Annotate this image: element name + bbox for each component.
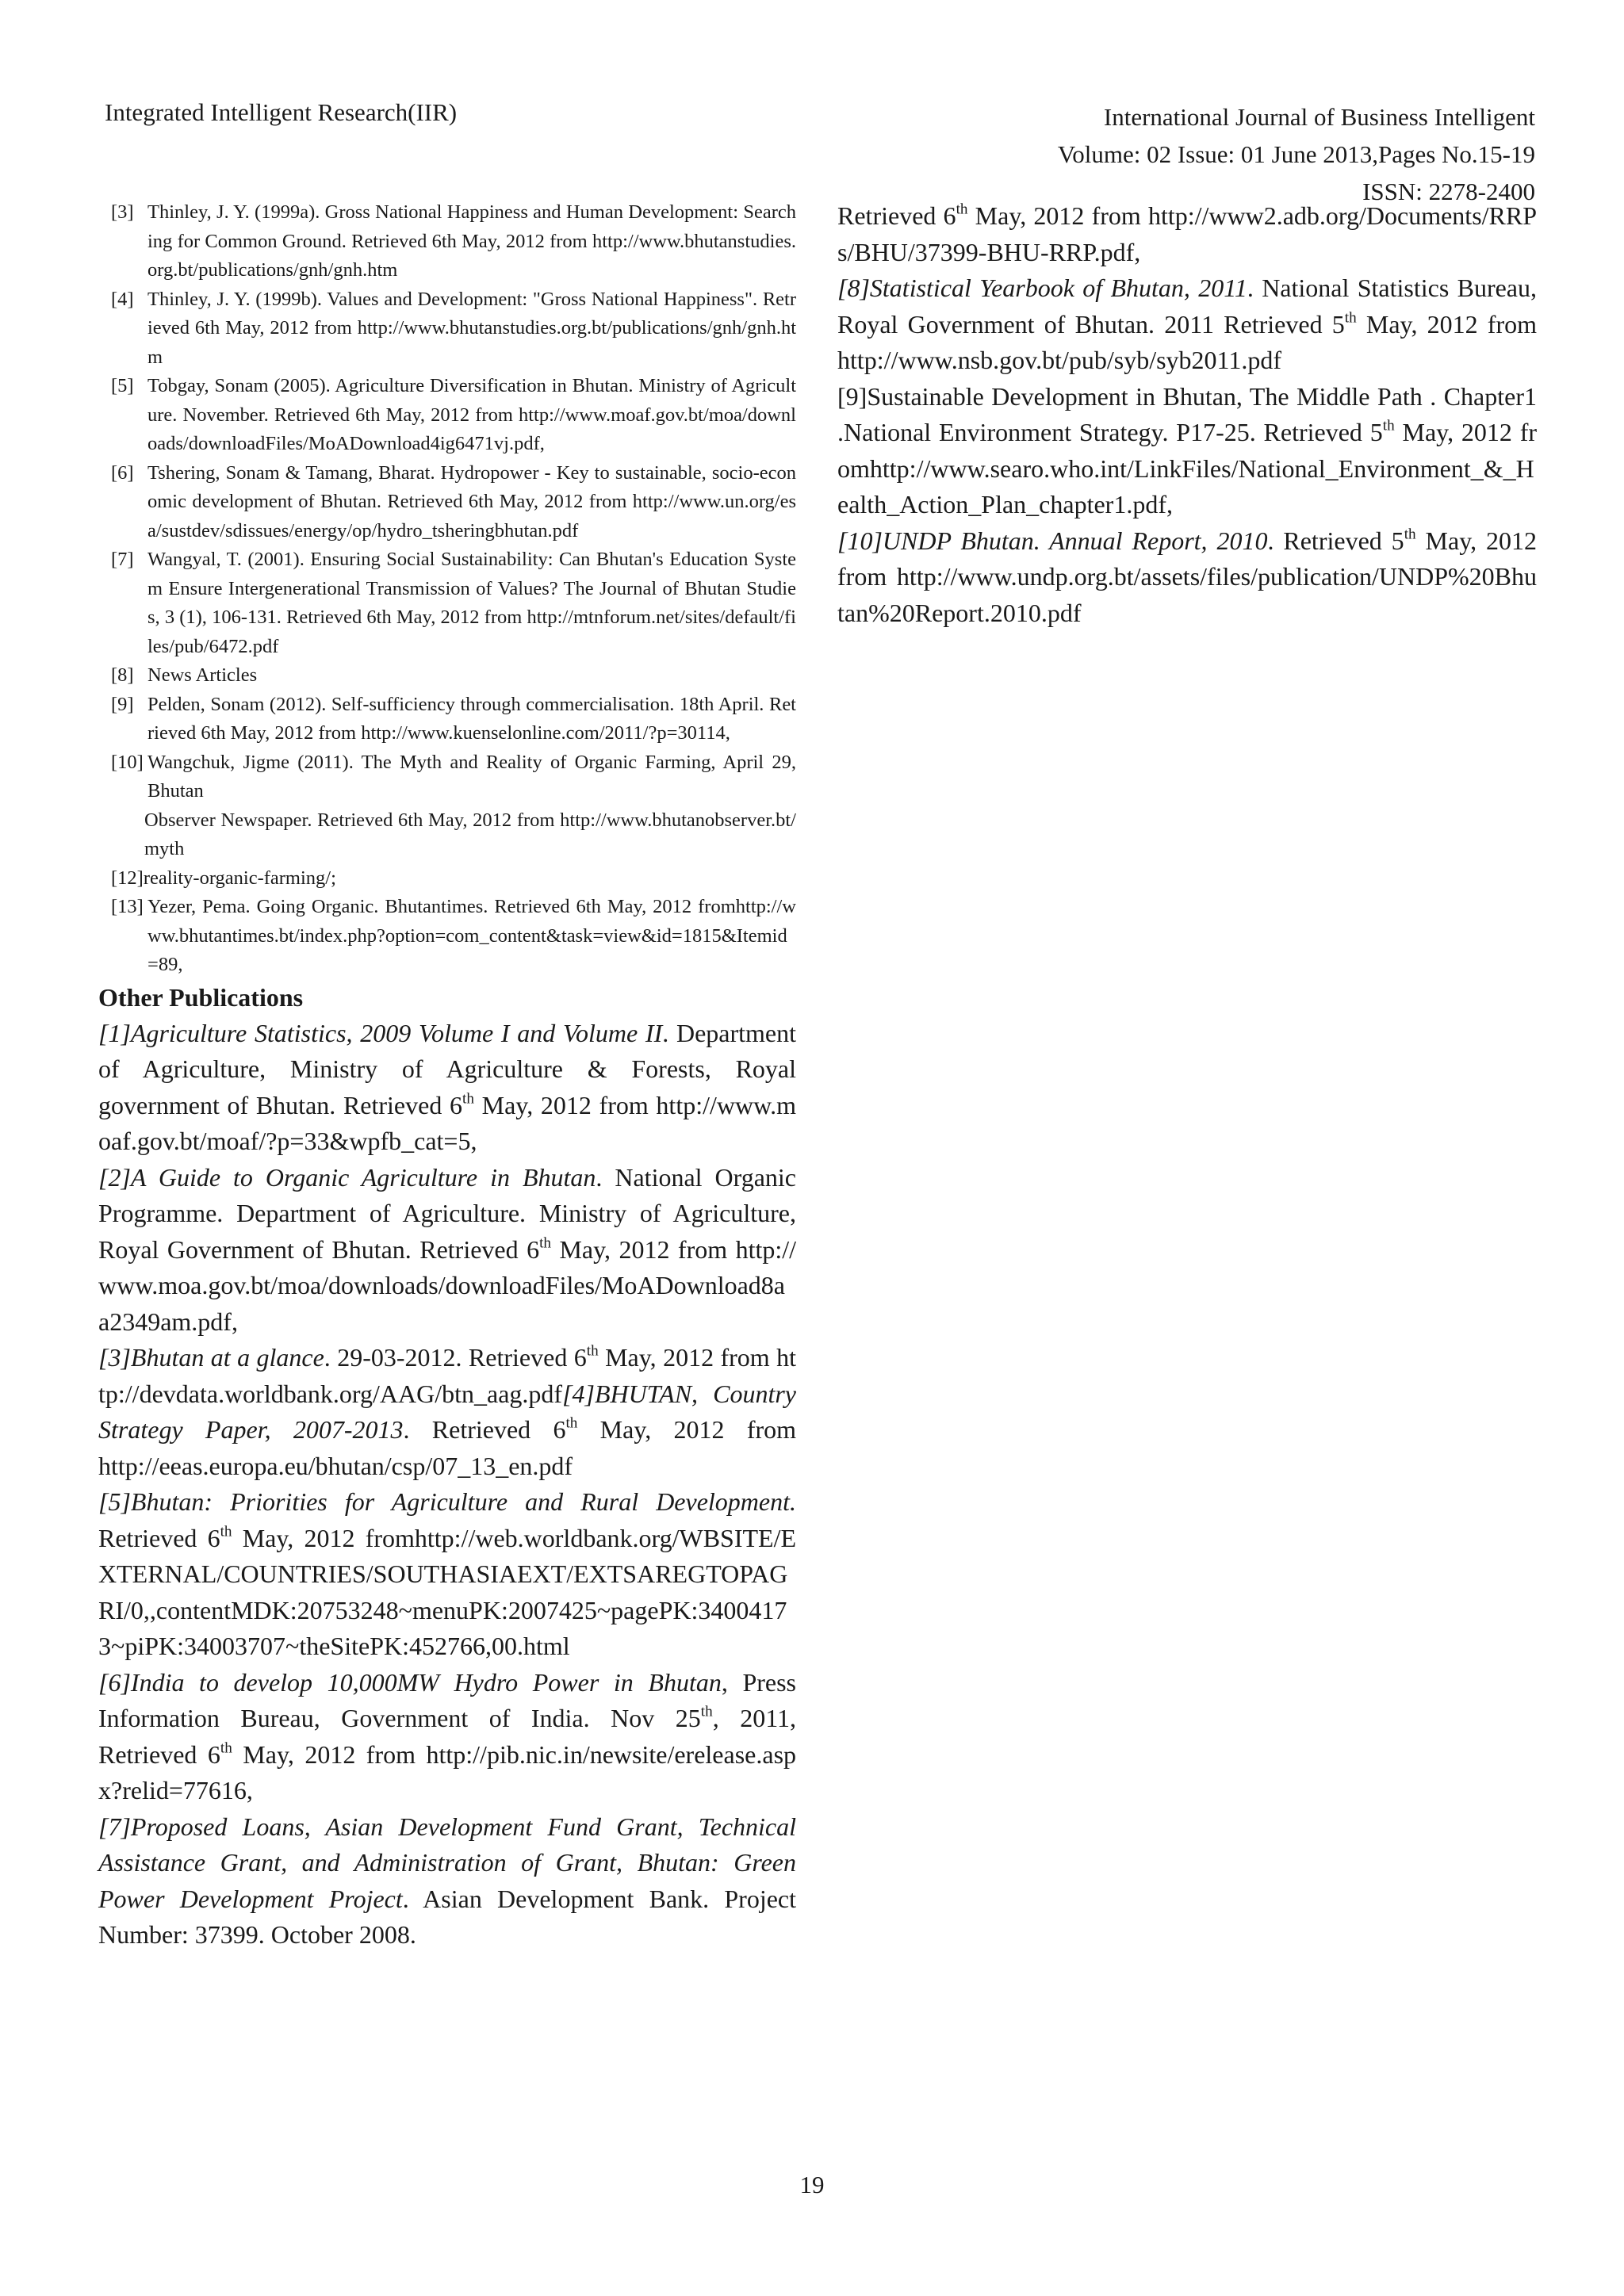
publication-item: [2]A Guide to Organic Agriculture in Bhutan. National Organic Programme. Department of Agriculture. Ministry of Agriculture, Royal Government of Bhutan. Retrieved 6th May, 2012 from http://www.moa.gov.bt/moa/downloads/downloadFiles/MoADownload8aa2349am.pdf, <box>98 1162 797 1336</box>
journal-title: International Journal of Business Intelligent <box>1103 103 1535 131</box>
publication-item: [5]Bhutan: Priorities for Agriculture and Rural Development. Retrieved 6th May, 2012 fromhttp://web.worldbank.org/WBSITE/EXTERNAL/COUNTRIES/SOUTHASIAEXT/EXTSAREGTOPAGRI/0,,contentMDK:20753248~menuPK:2007425~pagePK:34004173~piPK:34003707~theSitePK:452766,00.html <box>98 1487 797 1660</box>
page-number: 19 <box>799 2171 825 2198</box>
publication-item: [6]India to develop 10,000MW Hydro Power in Bhutan, Press Information Bureau, Government of India. Nov 25th, 2011, Retrieved 6th May, 2012 from http://pib.nic.in/newsite/erelease.aspx?relid=77616, <box>98 1667 797 1804</box>
reference-item: [8] News Articles <box>111 664 258 686</box>
publication-item: [7]Proposed Loans, Asian Development Fund Grant, Technical Assistance Grant, and Administration of Grant, Bhutan: Green Power Development Project. Asian Development Bank. Project Number: 37399. October 2008. <box>98 1812 796 1949</box>
reference-list <box>98 198 796 980</box>
reference-item: [6] Tshering, Sonam & Tamang, Bharat. Hydropower - Key to sustainable, socio-economic development of Bhutan. Retrieved 6th May, 2012 from http://www.un.org/esa/sustdev/sdissues/energy/op/hydro_tsheringbhutan.pdf <box>111 461 796 541</box>
section-heading: Other Publications <box>98 982 304 1012</box>
left-column <box>98 198 796 1954</box>
reference-item: [7] Wangyal, T. (2001). Ensuring Social Sustainability: Can Bhutan's Education System Ensure Intergenerational Transmission of Values? The Journal of Bhutan Studies, 3 (1), 106-131. Retrieved 6th May, 2012 from http://mtnforum.net/sites/default/files/pub/6472.pdf <box>111 549 796 657</box>
publication-item-continued: Retrieved 6th May, 2012 from http://www2.adb.org/Documents/RRPs/BHU/37399-BHU-RRP.pdf, <box>837 201 1538 266</box>
reference-item: [5] Tobgay, Sonam (2005). Agriculture Diversification in Bhutan. Ministry of Agriculture. November. Retrieved 6th May, 2012 from http://www.moaf.gov.bt/moa/downloads/downloadFiles/MoADownload4ig6471vj.pdf, <box>111 375 796 454</box>
reference-item: [9] Pelden, Sonam (2012). Self-sufficiency through commercialisation. 18th April. Retrieved 6th May, 2012 from http://www.kuenselonline.com/2011/?p=30114, <box>111 693 796 744</box>
reference-item: [13] Yezer, Pema. Going Organic. Bhutantimes. Retrieved 6th May, 2012 fromhttp://www.bhutantimes.bt/index.php?option=com_content&task=view&id=1815&Itemid=89, <box>111 896 796 975</box>
reference-item: Observer Newspaper. Retrieved 6th May, 2012 from http://www.bhutanobserver.bt/myth <box>144 809 796 859</box>
reference-item: [3] Thinley, J. Y. (1999a). Gross National Happiness and Human Development: Searching for Common Ground. Retrieved 6th May, 2012 from http://www.bhutanstudies.org.bt/publications/gnh/gnh.htm <box>111 201 796 281</box>
publication-item: [10]UNDP Bhutan. Annual Report, 2010. Retrieved 5th May, 2012 from http://www.undp.org.bt/assets/files/publication/UNDP%20Bhutan%20Report.2010.pdf <box>837 526 1538 627</box>
right-column <box>837 198 1537 631</box>
journal-issn: ISSN: 2278-2400 <box>1362 178 1535 205</box>
journal-info <box>1058 98 1535 210</box>
publication-item: [8]Statistical Yearbook of Bhutan, 2011. National Statistics Bureau, Royal Government of Bhutan. 2011 Retrieved 5th May, 2012 from http://www.nsb.gov.bt/pub/syb/syb2011.pdf <box>837 274 1538 374</box>
publication-item: [1]Agriculture Statistics, 2009 Volume I and Volume II. Department of Agriculture, Ministry of Agriculture & Forests, Royal government of Bhutan. Retrieved 6th May, 2012 from http://www.moaf.gov.bt/moaf/?p=33&wpfb_cat=5, <box>98 1018 797 1155</box>
reference-item: [10] Wangchuk, Jigme (2011). The Myth and Reality of Organic Farming, April 29, Bhutan <box>111 751 796 802</box>
journal-publisher: Integrated Intelligent Research(IIR) <box>105 98 458 126</box>
journal-volume: Volume: 02 Issue: 01 June 2013,Pages No.15-19 <box>1057 140 1535 168</box>
publication-item: [9]Sustainable Development in Bhutan, The Middle Path . Chapter1 .National Environment Strategy. P17-25. Retrieved 5th May, 2012 fromhttp://www.searo.who.int/LinkFiles/National_Environment_&_Health_Action_Plan_chapter1.pdf, <box>837 381 1537 519</box>
publication-item: [3]Bhutan at a glance. 29-03-2012. Retrieved 6th May, 2012 from http://devdata.worldbank.org/AAG/btn_aag.pdf[4]BHUTAN, Country Strategy Paper, 2007-2013. Retrieved 6th May, 2012 from http://eeas.europa.eu/bhutan/csp/07_13_en.pdf <box>98 1342 797 1480</box>
reference-item: [12]reality-organic-farming/; <box>111 867 336 889</box>
reference-item: [4] Thinley, J. Y. (1999b). Values and Development: "Gross National Happiness". Retrieved 6th May, 2012 from http://www.bhutanstudies.org.bt/publications/gnh/gnh.htm <box>111 288 796 368</box>
